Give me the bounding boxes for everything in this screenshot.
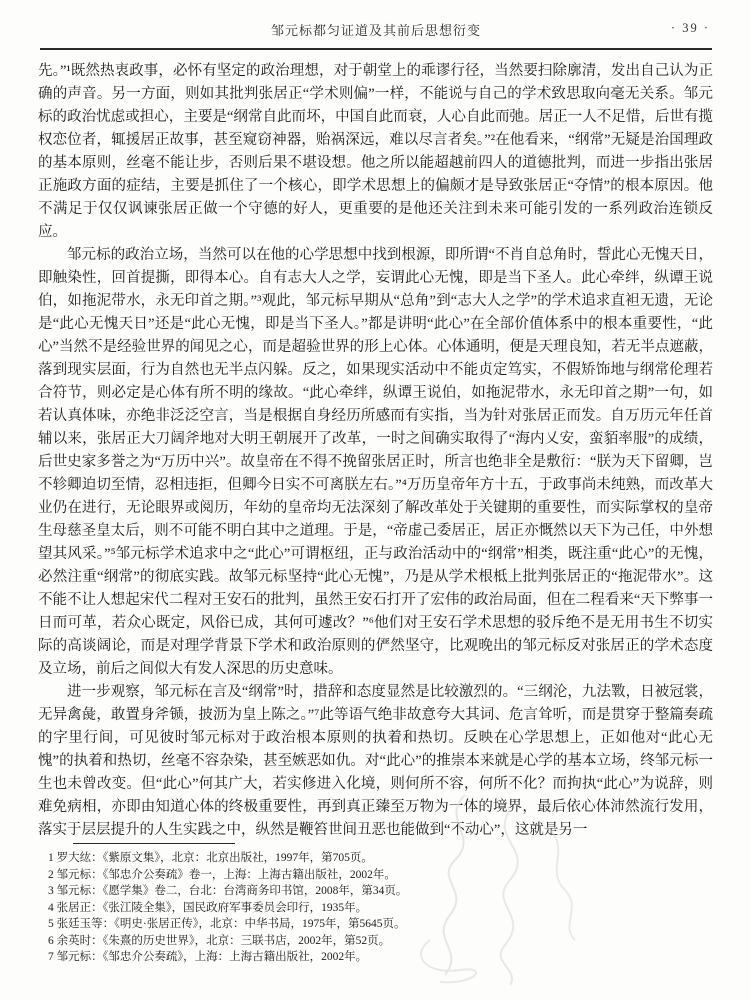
paragraph-1: 先。”¹既然热衷政事，必怀有坚定的政治理想，对于朝堂上的乖谬行径，当然要扫除廓清，发出自己认为正确的声音。另一方面，则如其批判张居正“学术则偏”一样，不能说与自己的学术致思取向毫无关系。邹元标的政治忧虑或担心，主要是“纲常自此而坏，中国自此而衰，人心自此而弛。居正一人不足惜，后世有揽权恋位者，辄援居正故事，甚至窥窃神器，贻祸深远，难以尽言者矣。”²在他看来，“纲常”无疑是治国理政的基本原则，丝毫不能让步，否则后果不堪设想。他之所以能超越前四人的道德批判，而进一步指出张居正施政方面的症结，主要是抓住了一个核心，即学术思想上的偏颇才是导致张居正“夺情”的根本原因。他不满足于仅仅讽谏张居正做一个守德的好人，更重要的是他还关注到未来可能引发的一系列政治连锁反应。 bbox=[38, 63, 713, 240]
footnote-3: 3 邹元标：《愿学集》卷二，台北：台湾商务印书馆，2008年，第34页。 bbox=[48, 885, 408, 897]
footnote-separator bbox=[73, 843, 235, 844]
body-text bbox=[38, 60, 713, 842]
header-rule bbox=[40, 48, 712, 50]
footnote-1: 1 罗大纮：《紫原文集》，北京：北京出版社，1997年，第705页。 bbox=[48, 852, 373, 864]
paragraph-3: 进一步观察，邹元标在言及“纲常”时，措辞和态度显然是比较激烈的。“三纲沦，九法斁，日被冠裳，无异禽彘，敢置身斧锧，披沥为皇上陈之。”⁷此等语气绝非故意夸大其词、危言耸听，而是贯穿于整篇奏疏的字里行间，可见彼时邹元标对于政治根本原则的执着和热切。反映在心学思想上，正如他对“此心无愧”的执着和热切，丝毫不容杂染，甚至嫉恶如仇。对“此心”的推崇本来就是心学的基本立场，终邹元标一生也未曾改变。但“此心”何其广大，若实修进入化境，则何所不容，何所不化？而拘执“此心”为说辞，则难免病相，亦即由知道心体的终极重要性，再到真正臻至万物为一体的境界，最后依心体沛然流行发用，落实于层层提升的人生实践之中，纵然是鞭笞世间丑恶也能做到“不动心”，这就是另一 bbox=[38, 684, 713, 838]
page-number: · 39 · bbox=[670, 21, 710, 35]
footnote-7: 7 邹元标：《邹忠介公奏疏》，上海：上海古籍出版社，2002年。 bbox=[48, 951, 368, 963]
page-header bbox=[40, 20, 712, 42]
running-title: 邹元标都匀证道及其前后思想衍变 bbox=[270, 23, 481, 38]
paragraph-2: 邹元标的政治立场，当然可以在他的心学思想中找到根源，即所谓“不肖自总角时，誓此心无愧天日，即触染性，回首提撕，即得本心。自有志大人之学，妄谓此心无愧，即是当下圣人。此心牵绊，纵谭王说伯，如拖泥带水，永无印首之期。”³观此，邹元标早期从“总角”到“志大人之学”的学术追求直袒无遗，无论是“此心无愧天日”还是“此心无愧，即是当下圣人。”都是讲明“此心”在全部价值体系中的根本重要性，“此心”当然不是经验世界的闻见之心，而是超验世界的形上心体。心体通明，便是天理良知，若无半点遮蔽，落到现实层面，行为自然也无半点闪躲。反之，如果现实活动中不能贞定笃实，不假矫饰地与纲常伦理若合符节，则必定是心体有所不明的缘故。“此心牵绊，纵谭王说伯，如拖泥带水，永无印首之期”一句，如若认真体味，亦绝非泛泛空言，当是根据自身经历所感而有实指，当为针对张居正而发。自万历元年任首辅以来，张居正大刀阔斧地对大明王朝展开了改革，一时之间确实取得了“海内乂安，蛮貊率服”的成绩，后世史家多誉之为“万历中兴”。故皇帝在不得不挽留张居正时，所言也绝非全是敷衍：“朕为天下留卿，岂不轸卿迫切至情，忍相违拒，但卿今日实不可离朕左右。”⁴万历皇帝年方十五，于政事尚未纯熟，而改革大业仍在进行，无论眼界或阅历，年幼的皇帝均无法深刻了解改革处于关键期的重要性，而实际掌权的皇帝生母慈圣皇太后，则不可能不明白其中之道理。于是，“帝虚己委居正，居正亦慨然以天下为己任，中外想望其风采。”⁵邹元标学术追求中之“此心”可谓枢纽，正与政治活动中的“纲常”相类，既注重“此心”的无愧，必然注重“纲常”的彻底实践。故邹元标坚持“此心无愧”，乃是从学术根柢上批判张居正的“拖泥带水”。这不能不让人想起宋代二程对王安石的批判，虽然王安石打开了宏伟的政治局面，但在二程看来“天下弊事一日而可革，若众心既定，风俗已成，其何可遽改？”⁶他们对王安石学术思想的驳斥绝不是无用书生不切实际的高谈阔论，而是对理学背景下学术和政治原则的俨然坚守，比观晚出的邹元标反对张居正的学术态度及立场，前后之间似大有发人深思的历史意味。 bbox=[38, 247, 713, 677]
footnotes-block bbox=[48, 850, 710, 966]
footnote-6: 6 余英时：《朱熹的历史世界》，北京：三联书店，2002年，第52页。 bbox=[48, 934, 391, 947]
footnote-4: 4 张居正：《张江陵全集》，国民政府军事委员会印行，1935年。 bbox=[48, 901, 368, 914]
footnote-2: 2 邹元标：《邹忠介公奏疏》卷一，上海：上海古籍出版社，2002年。 bbox=[48, 868, 396, 881]
footnote-5: 5 张廷玉等：《明史·张居正传》，北京：中华书局，1975年，第5645页。 bbox=[48, 918, 406, 930]
